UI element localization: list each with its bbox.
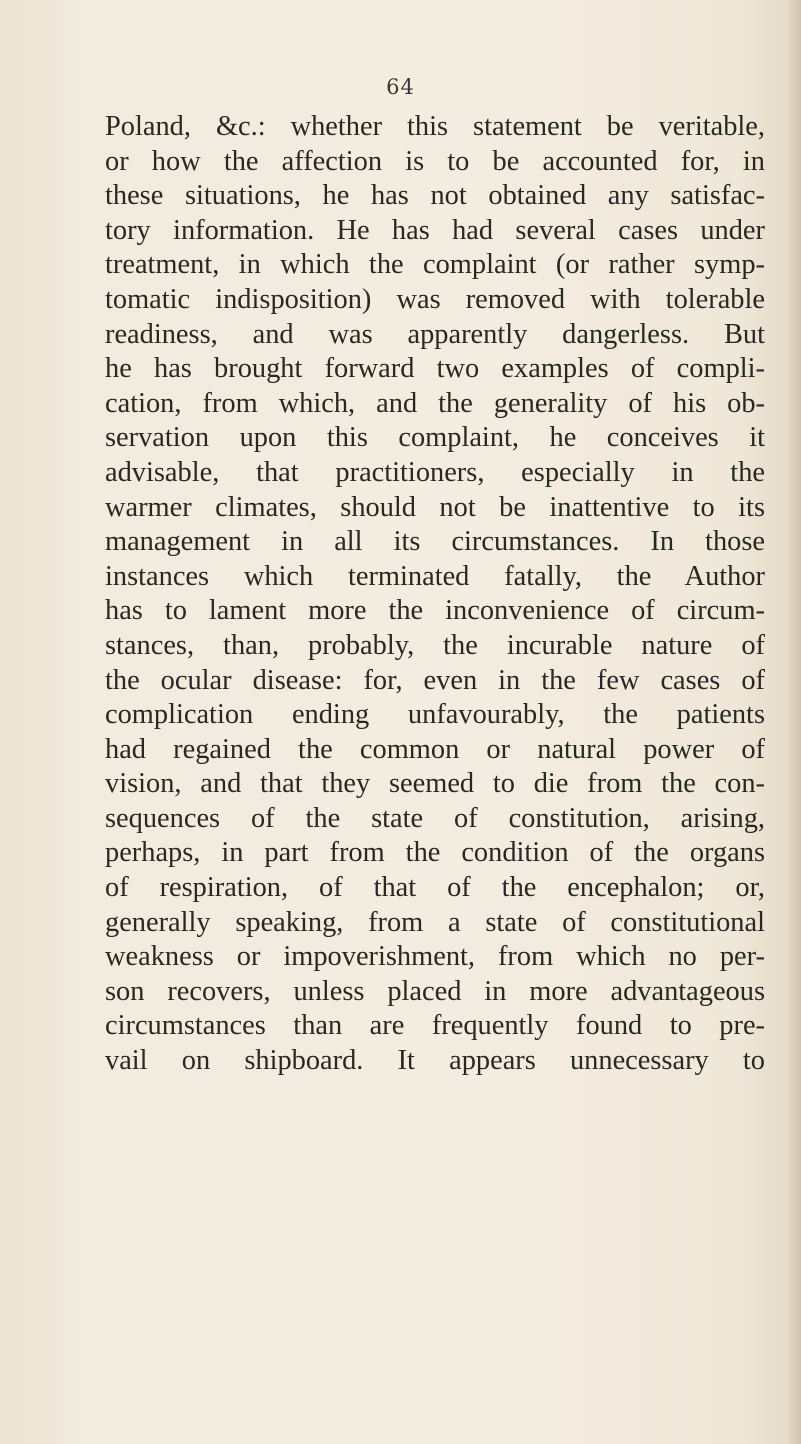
text-line: vail on shipboard. It appears unnecessary to [105, 1045, 765, 1077]
text-line: Poland, &c.: whether this statement be veritable, [105, 111, 765, 142]
page-number: 64 [386, 75, 415, 99]
text-line: vision, and that they seemed to die from the con- [105, 768, 765, 800]
text-line: generally speaking, from a state of constitutional [105, 906, 765, 938]
text-line: tomatic indisposition) was removed with tolerable [105, 283, 765, 315]
text-line: he has brought forward two examples of compli- [105, 353, 765, 385]
text-line: son recovers, unless placed in more advantageous [105, 975, 765, 1007]
text-line: advisable, that practitioners, especially in the [105, 456, 765, 488]
text-line: management in all its circumstances. In those [105, 526, 765, 558]
text-line: weakness or impoverishment, from which no per- [105, 941, 765, 973]
text-line: these situations, he has not obtained any satisfac- [105, 180, 765, 212]
text-line: treatment, in which the complaint (or rather symp- [105, 249, 765, 281]
text-line: sequences of the state of constitution, arising, [105, 802, 765, 834]
text-line: had regained the common or natural power of [105, 733, 765, 765]
page-edge-shadow [787, 0, 801, 1444]
text-line: tory information. He has had several cases under [105, 214, 765, 246]
text-line: circumstances than are frequently found to pre- [105, 1010, 765, 1042]
text-line: cation, from which, and the generality of his ob- [105, 387, 765, 419]
text-line: the ocular disease: for, even in the few cases of [105, 664, 765, 696]
text-line: has to lament more the inconvenience of circum- [105, 595, 765, 627]
text-line: perhaps, in part from the condition of the organs [105, 837, 765, 869]
text-line: servation upon this complaint, he conceives it [105, 422, 765, 454]
text-line: or how the affection is to be accounted for, in [105, 145, 765, 177]
body-text [105, 110, 765, 1079]
text-line: complication ending unfavourably, the patients [105, 699, 765, 731]
text-line: of respiration, of that of the encephalon; or, [105, 872, 765, 904]
text-line: stances, than, probably, the incurable nature of [105, 629, 765, 661]
text-line: readiness, and was apparently dangerless. But [105, 318, 765, 350]
text-line: instances which terminated fatally, the Author [105, 560, 765, 592]
text-line: warmer climates, should not be inattentive to its [105, 491, 765, 523]
